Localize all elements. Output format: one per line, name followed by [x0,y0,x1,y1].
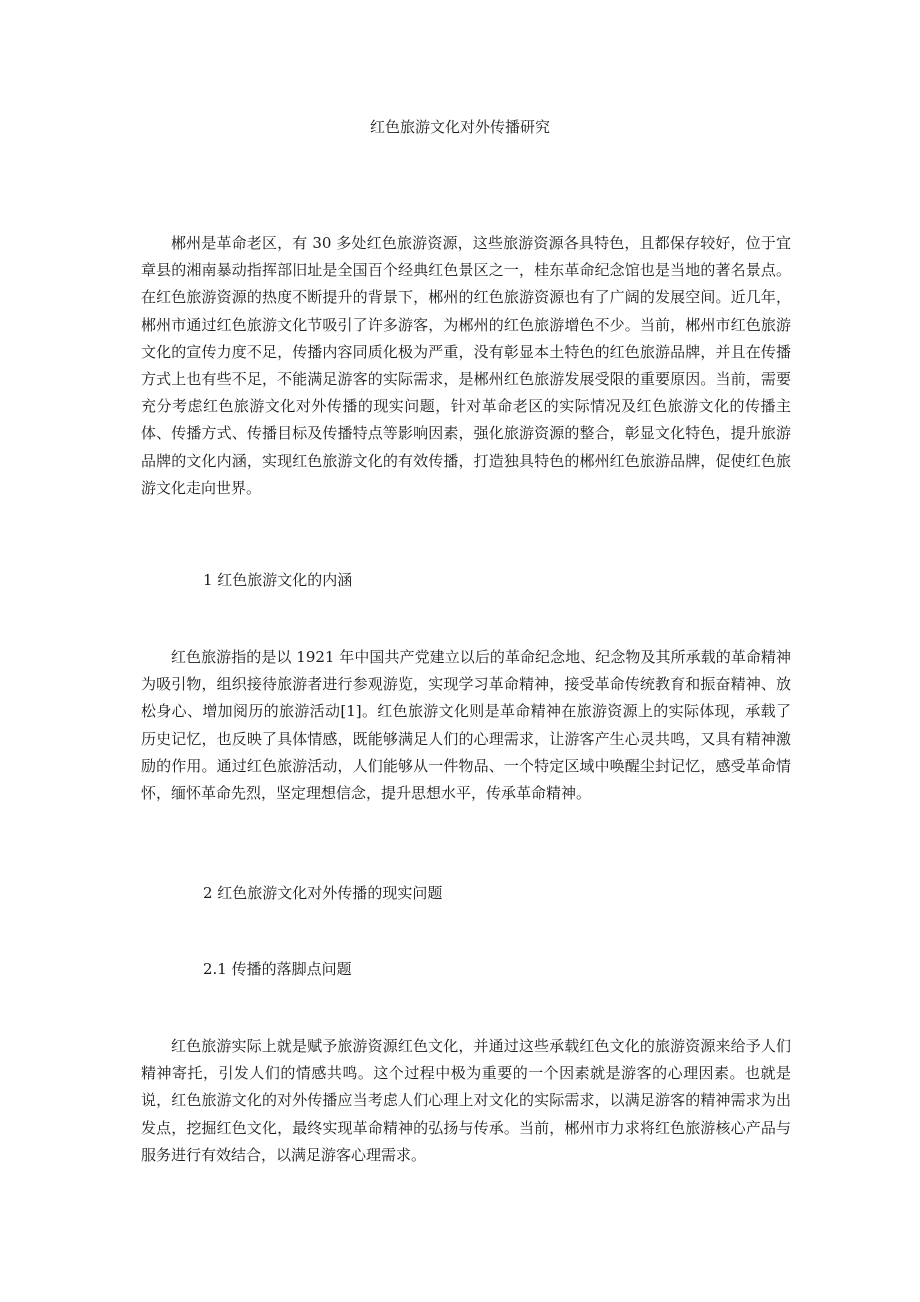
section-heading-2: 2 红色旅游文化对外传播的现实问题 [203,884,443,902]
section-heading-1: 1 红色旅游文化的内涵 [203,571,353,589]
subsection2-1-paragraph: 红色旅游实际上就是赋予旅游资源红色文化，并通过这些承载红色文化的旅游资源来给予人们精神寄托，引发人们的情感共鸣。这个过程中极为重要的一个因素就是游客的心理因素。也就是说，红色旅游文化的对外传播应当考虑人们心理上对文化的实际需求，以满足游客的精神需求为出发点，挖掘红色文化，最终实现革命精神的弘扬与传承。当前，郴州市力求将红色旅游核心产品与服务进行有效结合，以满足游客心理需求。 [141,1037,791,1164]
intro-paragraph: 郴州是革命老区，有 30 多处红色旅游资源，这些旅游资源各具特色，且都保存较好，位于宜章县的湘南暴动指挥部旧址是全国百个经典红色景区之一，桂东革命纪念馆也是当地的著名景点。在红色旅游资源的热度不断提升的背景下，郴州的红色旅游资源也有了广阔的发展空间。近几年，郴州市通过红色旅游文化节吸引了许多游客，为郴州的红色旅游增色不少。当前，郴州市红色旅游文化的宣传力度不足，传播内容同质化极为严重，没有彰显本土特色的红色旅游品牌，并且在传播方式上也有些不足，不能满足游客的实际需求，是郴州红色旅游发展受限的重要原因。当前，需要充分考虑红色旅游文化对外传播的现实问题，针对革命老区的实际情况及红色旅游文化的传播主体、传播方式、传播目标及传播特点等影响因素，强化旅游资源的整合，彰显文化特色，提升旅游品牌的文化内涵，实现红色旅游文化的有效传播，打造独具特色的郴州红色旅游品牌，促使红色旅游文化走向世界。 [141,234,791,497]
document-title: 红色旅游文化对外传播研究 [369,118,550,136]
subsection-heading-2-1: 2.1 传播的落脚点问题 [203,960,352,978]
section1-paragraph: 红色旅游指的是以 1921 年中国共产党建立以后的革命纪念地、纪念物及其所承载的革命精神为吸引物，组织接待旅游者进行参观游览，实现学习革命精神，接受革命传统教育和振奋精神、放松身心、增加阅历的旅游活动[1]。红色旅游文化则是革命精神在旅游资源上的实际体现，承载了历史记忆，也反映了具体情感，既能够满足人们的心理需求，让游客产生心灵共鸣，又具有精神激励的作用。通过红色旅游活动，人们能够从一件物品、一个特定区域中唤醒尘封记忆，感受革命情怀，缅怀革命先烈，坚定理想信念，提升思想水平，传承革命精神。 [141,648,791,803]
